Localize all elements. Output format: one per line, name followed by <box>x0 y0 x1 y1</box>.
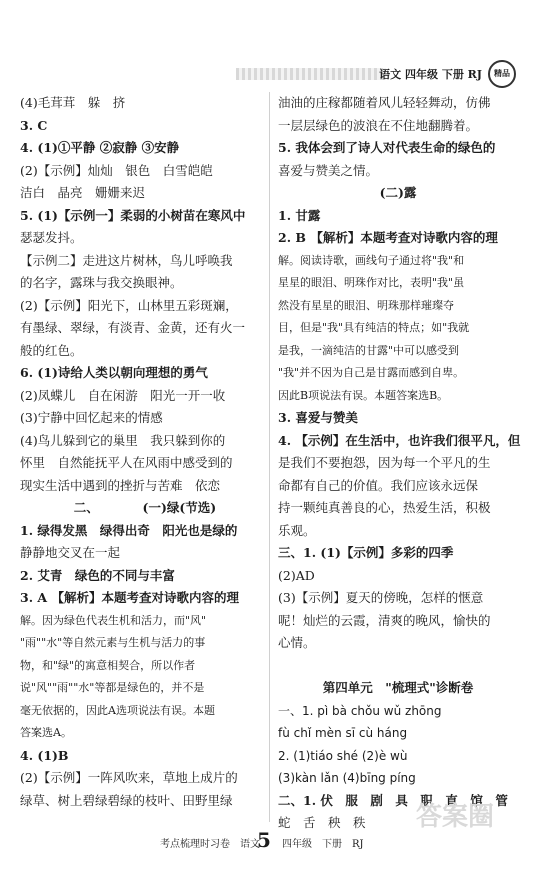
answer-line: 一层层绿色的波浪在不住地翻腾着。 <box>278 117 479 133</box>
page-number: 5 <box>257 828 271 852</box>
answer-line: 解。因为绿色代表生机和活力，而"风" <box>20 613 207 627</box>
answer-line: 是我们不要抱怨，因为每一个平凡的生 <box>278 455 491 470</box>
answer-line: 5. (1)【示例一】柔弱的小树苗在寒风中 <box>20 207 246 223</box>
answer-line: "我"并不因为自己是甘露而感到自卑。 <box>278 366 465 379</box>
column-divider <box>269 92 270 822</box>
answer-line: 6. (1)诗给人类以朝向理想的勇气 <box>20 365 208 380</box>
answer-line: 因此B项说法有误。本题答案选B。 <box>278 388 449 402</box>
footer-book-title: 考点梳理时习卷 语文 <box>160 839 260 850</box>
answer-line: 2. B 【解析】本题考查对诗歌内容的理 <box>278 230 498 245</box>
answer-line: (2)【示例】灿灿 银色 白雪皑皑 <box>20 162 213 178</box>
answer-line: 3. C <box>20 117 48 133</box>
answer-line: 呢！灿烂的云霞，清爽的晚风，愉快的 <box>278 612 491 628</box>
answer-line: (2)【示例】一阵风吹来，草地上成片的 <box>20 770 238 785</box>
answer-line: 的名字，露珠与我交换眼神。 <box>20 275 183 290</box>
answer-line: (4)毛茸茸 躲 挤 <box>20 95 126 110</box>
answer-line: 静静地交叉在一起 <box>20 545 121 560</box>
answer-line: 蛇 舌 秧 秩 <box>278 815 366 830</box>
watermark-logo: 答案圈 <box>415 802 494 832</box>
answer-line: 怀里 自然能抚平人在风雨中感受到的 <box>20 455 233 470</box>
answer-line: 乐观。 <box>278 522 316 538</box>
answer-line: 星星的眼泪、明珠作对比，表明"我"虽 <box>278 276 465 289</box>
answer-line: (二)露 <box>379 185 417 200</box>
answer-line: 是我，一滴纯洁的甘露"中可以感受到 <box>278 343 460 357</box>
answer-line: 毫无依据的，因此A选项说法有误。本题 <box>20 703 215 717</box>
answer-line: 有墨绿、翠绿，有淡青、金黄，还有火一 <box>20 320 246 335</box>
answer-line: 5. 我体会到了诗人对代表生命的绿色的 <box>278 140 496 155</box>
answer-line: 3. 喜爱与赞美 <box>278 410 358 425</box>
answer-line: (3)kàn lǎn (4)bīng píng <box>278 771 416 785</box>
answer-line: fù chǐ mèn sī cù háng <box>278 726 408 740</box>
answer-line: 持一颗纯真善良的心，热爱生活，积极 <box>278 500 491 515</box>
answer-line: 4. (1)B <box>20 747 69 763</box>
answer-line: 4. (1)①平静 ②寂静 ③安静 <box>20 140 180 155</box>
answer-line: 第四单元 "梳理式"诊断卷 <box>322 680 474 695</box>
answer-line: 物，和"绿"的寓意相契合，所以作者 <box>20 658 196 672</box>
answer-line <box>278 655 518 678</box>
answer-line: 绿草、树上碧绿碧绿的枝叶、田野里绿 <box>20 792 233 808</box>
answer-line: 答案选A。 <box>20 726 72 739</box>
answer-line: 【示例二】走进这片树林，鸟儿呼唤我 <box>20 252 233 268</box>
answer-line: (2)AD <box>278 567 315 583</box>
answer-line: (2)【示例】阳光下，山林里五彩斑斓， <box>20 297 238 313</box>
answer-line: 3. A 【解析】本题考查对诗歌内容的理 <box>20 590 239 605</box>
answer-line: 心情。 <box>278 635 316 650</box>
page-header <box>0 62 534 88</box>
answer-line: 目，但是"我"具有纯洁的特点；如"我就 <box>278 321 470 334</box>
answer-line: 2. 艾青 绿色的不同与丰富 <box>20 567 175 583</box>
answer-line: 2. (1)tiáo shé (2)è wù <box>278 748 408 763</box>
answer-line: 1. 甘露 <box>278 207 321 223</box>
answer-line: 般的红色。 <box>20 342 83 358</box>
answer-line: 1. 绿得发黑 绿得出奇 阳光也是绿的 <box>20 522 238 538</box>
answer-line: (2)凤蝶儿 自在闲游 阳光一开一收 <box>20 387 226 403</box>
answer-line: 命都有自己的价值。我们应该永远保 <box>278 477 479 493</box>
answer-line: 说"风""雨""水"等都是绿色的，并不是 <box>20 681 205 694</box>
header-stripe <box>236 68 386 80</box>
answer-line: 然没有星星的眼泪、明珠那样璀璨夺 <box>278 298 454 312</box>
answer-line: 三、1. (1)【示例】多彩的四季 <box>278 545 454 560</box>
answer-line: "雨""水"等自然元素与生机与活力的事 <box>20 636 206 649</box>
answer-line: 4. 【示例】在生活中，也许我们很平凡，但 <box>278 432 521 448</box>
answer-line: 解。阅读诗歌，画线句子通过将"我"和 <box>278 253 465 267</box>
answer-line: 二、 (一)绿(节选) <box>73 500 217 515</box>
answer-line: 二、1. 伏 服 剧 具 职 直 馆 管 <box>278 792 508 808</box>
brand-badge-icon: 精品 <box>488 60 516 88</box>
answer-line: (3)【示例】夏天的傍晚，怎样的惬意 <box>278 590 484 605</box>
answer-line: 洁白 晶亮 姗姗来迟 <box>20 185 146 200</box>
right-column <box>278 92 521 830</box>
left-column <box>20 92 270 822</box>
answer-line: 现实生活中遇到的挫折与苦难 依恋 <box>20 477 221 493</box>
answer-line: 一、1. pì bà chǒu wǔ zhōng <box>278 703 442 718</box>
answer-line: 瑟瑟发抖。 <box>20 230 83 245</box>
header-title: 语文 四年级 下册 RJ <box>379 68 482 81</box>
answer-line: 喜爱与赞美之情。 <box>278 162 379 178</box>
answer-line: 油油的庄稼都随着风儿轻轻舞动，仿佛 <box>278 95 491 110</box>
answer-line: (4)鸟儿躲到它的巢里 我只躲到你的 <box>20 432 226 448</box>
answer-line: (3)宁静中回忆起来的情感 <box>20 410 163 425</box>
footer-grade: 四年级 下册 RJ <box>282 839 364 850</box>
